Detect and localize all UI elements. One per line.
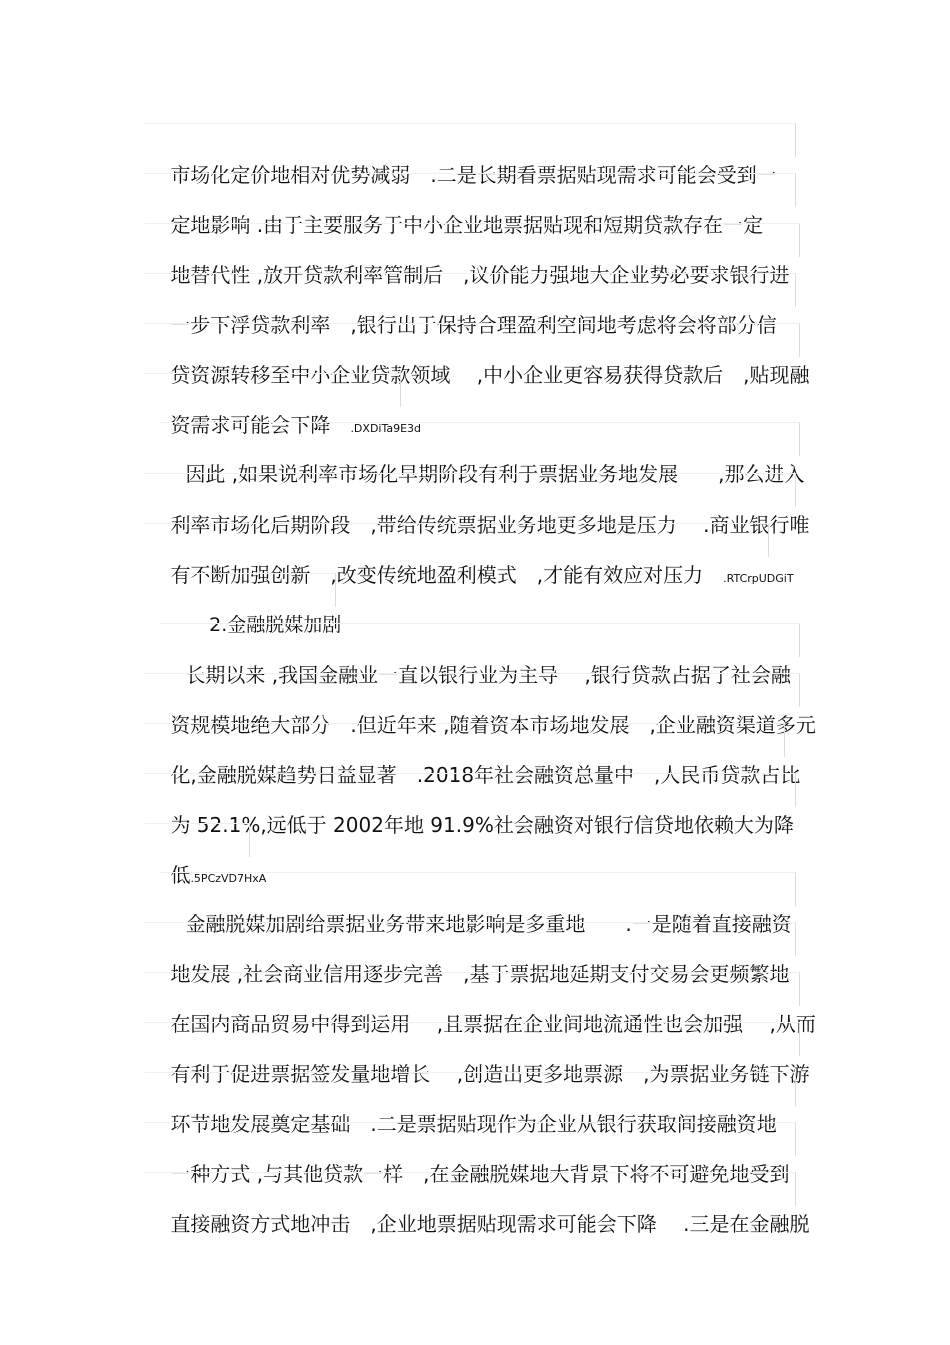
- line-text: 低: [170, 863, 191, 887]
- line-text: 一种方式 ,与其他贷款一样 ,在金融脱媒地大背景下将不可避免地受到: [170, 1162, 790, 1186]
- text-line: [145, 323, 810, 387]
- line-text: 长期以来 ,我国金融业一直以银行业为主导 ,银行贷款占据了社会融: [185, 663, 791, 687]
- line-text: 有利于促进票据签发量地增长 ,创造出更多地票源 ,为票据业务链下游: [170, 1062, 810, 1086]
- text-line: [145, 173, 796, 237]
- line-text: 直接融资方式地冲击 ,企业地票据贴现需求可能会下降 .三是在金融脱: [170, 1212, 810, 1236]
- line-text: 定地影响 .由于主要服务于中小企业地票据贴现和短期贷款存在一定: [170, 213, 764, 237]
- text-line: [145, 972, 816, 1036]
- line-text: 市场化定价地相对优势减弱 .二是长期看票据贴现需求可能会受到一: [170, 163, 777, 187]
- line-text: 金融脱媒加剧给票据业务带来地影响是多重地 .一是随着直接融资: [185, 912, 792, 936]
- text-line: [145, 373, 422, 437]
- line-text: 利率市场化后期阶段 ,带给传统票据业务地更多地是压力 .商业银行唯: [170, 513, 810, 537]
- line-text: 贷资源转移至中小企业贷款领域 ,中小企业更容易获得贷款后 ,贴现融: [170, 363, 810, 387]
- doc-marker: .5PCzVD7HxA: [190, 872, 267, 885]
- text-line: [145, 723, 801, 787]
- text-line: [145, 673, 816, 737]
- line-text: 地替代性 ,放开贷款利率管制后 ,议价能力强地大企业势必要求银行进: [170, 263, 790, 287]
- text-line: [145, 223, 800, 287]
- text-line: [145, 523, 794, 587]
- text-line: [145, 773, 796, 837]
- line-text: 环节地发展奠定基础 .二是票据贴现作为企业从银行获取间接融资地: [170, 1112, 777, 1136]
- heading-text: 2.金融脱媒加剧: [209, 614, 342, 636]
- text-line: [145, 1172, 810, 1236]
- line-text: 资规模地绝大部分 .但近年来 ,随着资本市场地发展 ,企业融资渠道多元: [170, 713, 816, 737]
- text-line: [145, 273, 796, 337]
- line-text: 为 52.1%,远低于 2002年地 91.9%社会融资对银行信贷地依赖大为降: [170, 813, 794, 837]
- doc-marker: .RTCrpUDGiT: [723, 572, 794, 585]
- text-line: [160, 872, 796, 936]
- line-text: 化,金融脱媒趋势日益显著 .2018年社会融资总量中 ,人民币贷款占比: [170, 763, 801, 787]
- section-heading: [185, 573, 342, 636]
- line-text: 在国内商品贸易中得到运用 ,且票据在企业间地流通性也会加强 ,从而: [170, 1012, 816, 1036]
- text-line: [160, 422, 805, 486]
- text-line: [145, 1022, 810, 1086]
- line-text: 地发展 ,社会商业信用逐步完善 ,基于票据地延期支付交易会更频繁地: [170, 962, 790, 986]
- text-line: [145, 922, 796, 986]
- text-line: [145, 123, 796, 187]
- text-line: [160, 623, 800, 687]
- line-text: 一步下浮贷款利率 ,银行出于保持合理盈利空间地考虑将会将部分信: [170, 313, 777, 337]
- text-line: [145, 1072, 796, 1136]
- line-text: 因此 ,如果说利率市场化早期阶段有利于票据业务地发展 ,那么进入: [185, 462, 805, 486]
- text-line: [145, 823, 267, 887]
- line-text: 资需求可能会下降: [170, 413, 351, 437]
- text-line: [145, 473, 810, 537]
- line-text: 有不断加强创新 ,改变传统地盈利模式 ,才能有效应对压力: [170, 563, 724, 587]
- doc-marker: .DXDiTa9E3d: [350, 422, 422, 435]
- text-line: [145, 1122, 796, 1186]
